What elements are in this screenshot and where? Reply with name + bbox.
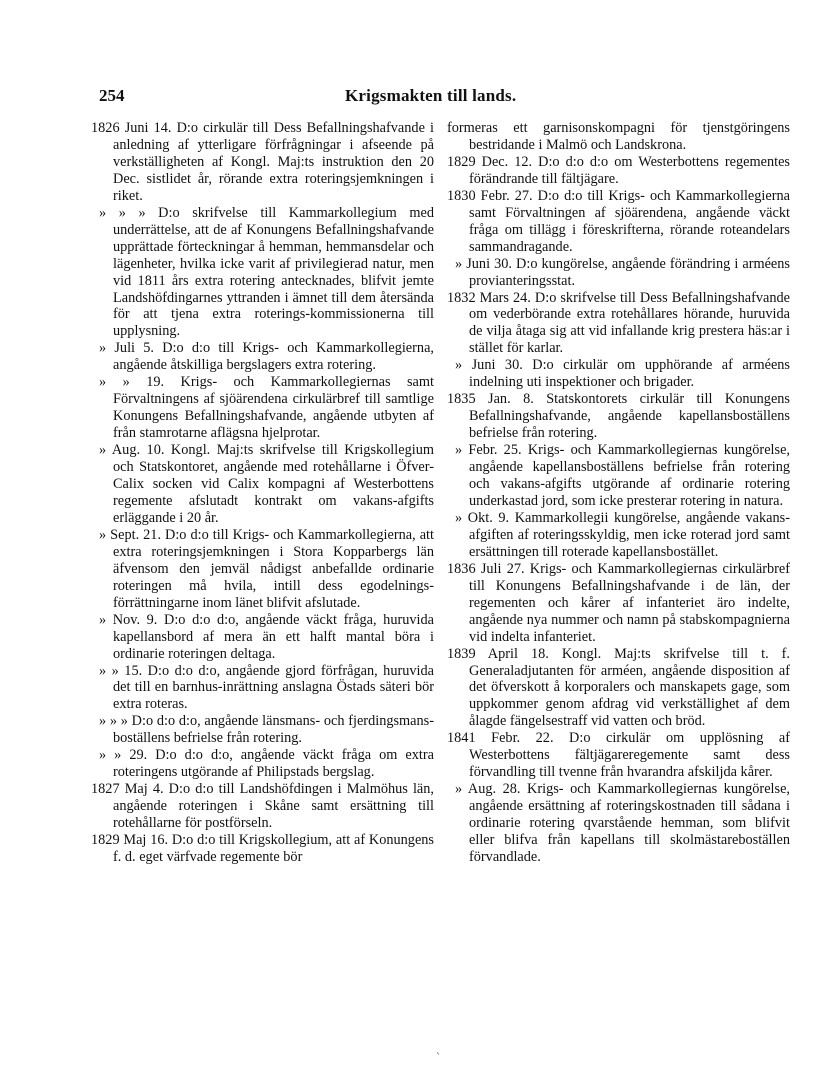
entry: » » » D:o skrifvelse till Kammarkollegium med underrättelse, att de af Konungens Befallningshafvande upprättade förteckningar å hemman, hemmansdelar och lägenheter, hvilka icke varit af privilegierad natur, men vid 1811 års extra rotering antecknades, blifvit jemte Landshöfdingarnes yttranden i ämnet till dem återsända för att tjena extra roterings-kommissionerna till upplysning. bbox=[99, 204, 434, 340]
entry: » Juni 30. D:o kungörelse, angående förändring i arméens provianteringsstat. bbox=[455, 255, 790, 289]
entry: 1841 Febr. 22. D:o cirkulär om upplösning af Westerbottens fältjägareregemente samt dess förvandling till tvenne från hvarandra afskiljda kårer. bbox=[447, 730, 790, 781]
entry: » Juni 30. D:o cirkulär om upphörande af arméens indelning uti inspektioner och brigader. bbox=[455, 357, 790, 391]
entry: » » 19. Krigs- och Kammarkollegiernas samt Förvaltningens af sjöärendena cirkulärbref till samtlige Konungens Befallningshafvande, angående utbyten af från stamrotarne aflägsna hjelprotar. bbox=[99, 374, 434, 442]
entry: » Juli 5. D:o d:o till Krigs- och Kammarkollegierna, angående åtskilliga bergslagers extra rotering. bbox=[99, 340, 434, 374]
entry: 1832 Mars 24. D:o skrifvelse till Dess Befallningshafvande om vederbörande extra rotehållares hörande, huruvida de vilja åtaga sig att vid infallande krig prestera häs:ar i stället för karlar. bbox=[447, 289, 790, 357]
entry: 1829 Maj 16. D:o d:o till Krigskollegium, att af Konungens f. d. eget värfvade regemente bör bbox=[91, 832, 434, 865]
printer-mark: ` bbox=[436, 1053, 441, 1064]
entry: 1830 Febr. 27. D:o d:o till Krigs- och Kammarkollegierna samt Förvaltningen af sjöärendena, angående väckt fråga om tillägg i föreskrifterna, rörande roteandelars sammandragande. bbox=[447, 187, 790, 255]
page-number: 254 bbox=[99, 86, 125, 105]
entry: » » 15. D:o d:o d:o, angående gjord förfrågan, huruvida det till en barnhus-inrättning anslagna Östads säteri bör extra roteras. bbox=[99, 662, 434, 713]
entry-continuation: formeras ett garnisonskompagni för tjenstgöringens bestridande i Malmö och Landskrona. bbox=[447, 120, 790, 153]
entry: » » » D:o d:o d:o, angående länsmans- och fjerdingsmans-boställens befrielse från rotering. bbox=[99, 713, 434, 747]
running-title: Krigsmakten till lands. bbox=[345, 86, 517, 105]
entry: » » 29. D:o d:o d:o, angående väckt fråga om extra roteringens utgörande af Philipstads bergslag. bbox=[99, 747, 434, 781]
entry: » Nov. 9. D:o d:o d:o, angående väckt fråga, huruvida kapellansbord af mera än ett halft mantal böra i ordinarie roteringen deltaga. bbox=[99, 611, 434, 662]
left-column bbox=[91, 120, 434, 866]
entry: » Febr. 25. Krigs- och Kammarkollegiernas kungörelse, angående kapellansboställens befrielse från rotering och vakans-afgifts utgörande af ordinarie rotering underkastad jord, som icke presterar rotering in natura. bbox=[455, 442, 790, 509]
entry: » Aug. 28. Krigs- och Kammarkollegiernas kungörelse, angående ersättning af roteringskostnaden till sådana i ordinarie rotering qvarstående hemman, som blifvit eller blifva från kapellans till skolmästareboställen förvandlade. bbox=[455, 781, 790, 865]
entry: 1826 Juni 14. D:o cirkulär till Dess Befallningshafvande i anledning af ytterligare förfrågningar i afseende på verkställigheten af Kongl. Maj:ts instruktion den 20 Dec. sistlidet år, rörande extra roteringsjemkningen i riket. bbox=[91, 120, 434, 204]
entry: 1827 Maj 4. D:o d:o till Landshöfdingen i Malmöhus län, angående roteringen i Skåne samt ersättning till rotehållarne för postförseln. bbox=[91, 781, 434, 832]
page-header bbox=[99, 86, 799, 112]
entry: » Aug. 10. Kongl. Maj:ts skrifvelse till Krigskollegium och Statskontoret, angående med rotehållarne i Öfver-Calix socken vid Calix kompagni af Westerbottens regemente afslutadt kontrakt om vakans-afgifts erläggande i 20 år. bbox=[99, 442, 434, 526]
entry: 1829 Dec. 12. D:o d:o d:o om Westerbottens regementes förändrande till fältjägare. bbox=[447, 153, 790, 187]
right-column bbox=[447, 120, 790, 866]
entry: 1839 April 18. Kongl. Maj:ts skrifvelse till t. f. Generaladjutanten för arméen, angående disposition af det öfverskott å korporalers och manskapets gage, som uppkommer genom afdrag vid verkställighet af dem ålagde fängelsestraff vid vatten och bröd. bbox=[447, 645, 790, 730]
entry: » Okt. 9. Kammarkollegii kungörelse, angående vakans-afgiften af roteringsskyldig, men icke roterad jord samt ersättningen till roterade kapellansbostället. bbox=[455, 509, 790, 560]
entry: » Sept. 21. D:o d:o till Krigs- och Kammarkollegierna, att extra roteringsjemkningen i Stora Kopparbergs län äfvensom den jemväl nådigst anbefallde ordinarie roteringen må hvila, intill dess egodelnings-förrättningarne inom länet blifvit afslutade. bbox=[99, 526, 434, 611]
entry: 1835 Jan. 8. Statskontorets cirkulär till Konungens Befallningshafvande, angående kapellansboställens befrielse från rotering. bbox=[447, 391, 790, 442]
entry: 1836 Juli 27. Krigs- och Kammarkollegiernas cirkulärbref till Konungens Befallningshafvande i de län, der regementen och kårer af infanteriet äro indelte, angående nya nummer och namn på stabskompagnierna vid indelta infanteriet. bbox=[447, 560, 790, 645]
